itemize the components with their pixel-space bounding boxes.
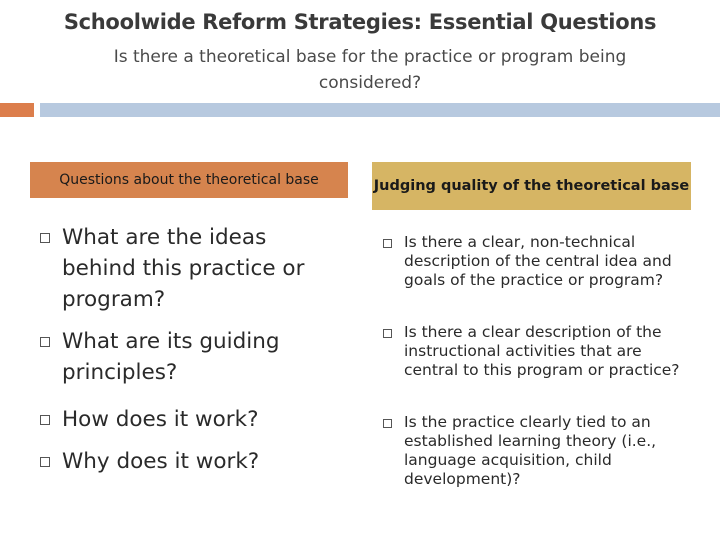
list-item-text: How does it work? <box>62 407 259 432</box>
list-item-text: What are its guiding principles? <box>62 329 280 385</box>
accent-bar-blue <box>40 103 720 117</box>
list-item <box>383 413 693 489</box>
list-item-text: What are the ideas behind this practice or program? <box>62 225 305 312</box>
list-item <box>40 404 340 446</box>
list-item-text: Is there a clear, non-technical description of the central idea and goals of the practice or program? <box>404 233 672 289</box>
checkbox-bullet-icon <box>383 239 392 248</box>
list-item-text: Why does it work? <box>62 449 260 474</box>
checkbox-bullet-icon <box>40 337 50 347</box>
list-item-text: Is there a clear description of the instructional activities that are central to this program or practice? <box>404 323 680 379</box>
list-item <box>383 323 693 413</box>
list-item <box>40 222 340 326</box>
list-item <box>40 326 340 404</box>
list-item <box>40 446 340 477</box>
left-question-list <box>40 222 340 477</box>
checkbox-bullet-icon <box>40 233 50 243</box>
checkbox-bullet-icon <box>40 415 50 425</box>
right-column-heading: Judging quality of the theoretical base <box>372 162 691 210</box>
checkbox-bullet-icon <box>383 419 392 428</box>
page-title: Schoolwide Reform Strategies: Essential Questions <box>63 10 657 34</box>
checkbox-bullet-icon <box>383 329 392 338</box>
left-column-heading: Questions about the theoretical base <box>30 162 348 198</box>
accent-bar-orange <box>0 103 34 117</box>
right-criteria-list <box>383 233 693 489</box>
checkbox-bullet-icon <box>40 457 50 467</box>
list-item-text: Is the practice clearly tied to an established learning theory (i.e., language acquisition, child development)? <box>404 413 657 488</box>
page-subtitle: Is there a theoretical base for the practice or program being considered? <box>113 47 627 93</box>
list-item <box>383 233 693 323</box>
